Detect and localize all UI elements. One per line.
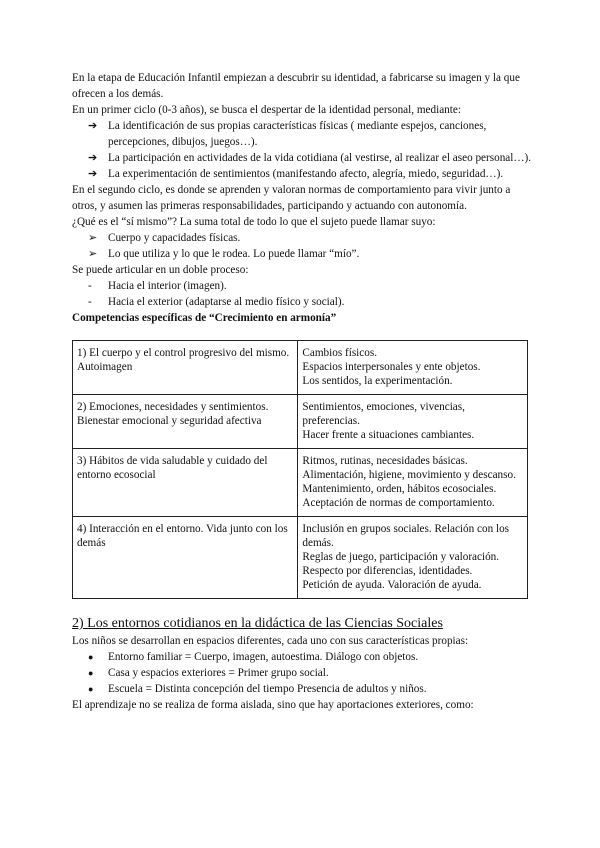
environments-list bbox=[72, 649, 532, 697]
table-cell: Inclusión en grupos sociales. Relación con los demás. Reglas de juego, participación y valoración. Respecto por diferencias, identidades. Petición de ayuda. Valoración de ayuda. bbox=[298, 517, 528, 599]
section-lead: Los niños se desarrollan en espacios diferentes, cada uno con sus características propias: bbox=[72, 635, 469, 647]
intro-paragraph: En la etapa de Educación Infantil empiezan a descubrir su identidad, a fabricarse su imagen y la que ofrecen a los demás. bbox=[72, 72, 520, 100]
list-item: ➔ La participación en actividades de la vida cotidiana (al vestirse, al realizar el aseo personal…). bbox=[88, 152, 532, 164]
list-item: ● Escuela = Distinta concepción del tiempo Presencia de adultos y niños. bbox=[88, 683, 427, 695]
first-cycle-list bbox=[72, 118, 532, 182]
competencias-table bbox=[72, 340, 528, 599]
self-list bbox=[72, 230, 532, 262]
section-title: 2) Los entornos cotidianos en la didáctica de las Ciencias Sociales bbox=[72, 616, 443, 631]
arrow-icon: ➔ bbox=[88, 168, 98, 180]
list-item: ➔ La experimentación de sentimientos (manifestando afecto, alegría, miedo, seguridad…). bbox=[88, 168, 504, 180]
table-row bbox=[73, 517, 528, 599]
table-cell: 3) Hábitos de vida saludable y cuidado del entorno ecosocial bbox=[73, 449, 298, 517]
table-cell: 1) El cuerpo y el control progresivo del mismo. Autoimagen bbox=[73, 341, 298, 395]
process-list bbox=[72, 278, 532, 310]
triangle-bullet-icon: ➢ bbox=[88, 232, 98, 244]
self-question: ¿Qué es el “sí mismo”? La suma total de todo lo que el sujeto puede llamar suyo: bbox=[72, 216, 436, 228]
table-cell: 4) Interacción en el entorno. Vida junto con los demás bbox=[73, 517, 298, 599]
list-item: ➢ Cuerpo y capacidades físicas. bbox=[88, 232, 241, 244]
first-cycle-paragraph: En un primer ciclo (0-3 años), se busca el despertar de la identidad personal, mediante: bbox=[72, 104, 461, 116]
table-row bbox=[73, 395, 528, 449]
dot-bullet-icon: ● bbox=[88, 684, 94, 694]
table-cell: Ritmos, rutinas, necesidades básicas. Alimentación, higiene, movimiento y descanso. Mantenimiento, orden, hábitos ecosociales. Aceptación de normas de comportamiento. bbox=[298, 449, 528, 517]
table-cell: 2) Emociones, necesidades y sentimientos. Bienestar emocional y seguridad afectiva bbox=[73, 395, 298, 449]
list-item: - Hacia el interior (imagen). bbox=[88, 280, 227, 292]
table-row bbox=[73, 449, 528, 517]
second-cycle-paragraph: En el segundo ciclo, es donde se aprenden y valoran normas de comportamiento para vivir junto a otros, y asumen las primeras responsabilidades, participando y actuando con autonomía. bbox=[72, 184, 511, 212]
dash-bullet-icon: - bbox=[88, 296, 92, 308]
closing-paragraph: El aprendizaje no se realiza de forma aislada, sino que hay aportaciones exteriores, como: bbox=[72, 699, 474, 711]
list-item: - Hacia el exterior (adaptarse al medio físico y social). bbox=[88, 296, 345, 308]
list-item: ● Entorno familiar = Cuerpo, imagen, autoestima. Diálogo con objetos. bbox=[88, 651, 419, 663]
table-row bbox=[73, 341, 528, 395]
dot-bullet-icon: ● bbox=[88, 652, 94, 662]
dot-bullet-icon: ● bbox=[88, 668, 94, 678]
arrow-icon: ➔ bbox=[88, 152, 98, 164]
list-item: ➔ La identificación de sus propias características físicas ( mediante espejos, canciones, percepciones, dibujos, juegos…). bbox=[88, 120, 487, 148]
table-cell: Cambios físicos. Espacios interpersonales y ente objetos. Los sentidos, la experimentación. bbox=[298, 341, 528, 395]
triangle-bullet-icon: ➢ bbox=[88, 248, 98, 260]
competencias-heading: Competencias específicas de “Crecimiento en armonía” bbox=[72, 312, 337, 324]
list-item: ● Casa y espacios exteriores = Primer grupo social. bbox=[88, 667, 329, 679]
articulate-paragraph: Se puede articular en un doble proceso: bbox=[72, 264, 249, 276]
table-cell: Sentimientos, emociones, vivencias, preferencias. Hacer frente a situaciones cambiantes. bbox=[298, 395, 528, 449]
arrow-icon: ➔ bbox=[88, 120, 98, 132]
list-item: ➢ Lo que utiliza y lo que le rodea. Lo puede llamar “mío”. bbox=[88, 248, 360, 260]
document-page bbox=[72, 70, 532, 713]
dash-bullet-icon: - bbox=[88, 280, 92, 292]
